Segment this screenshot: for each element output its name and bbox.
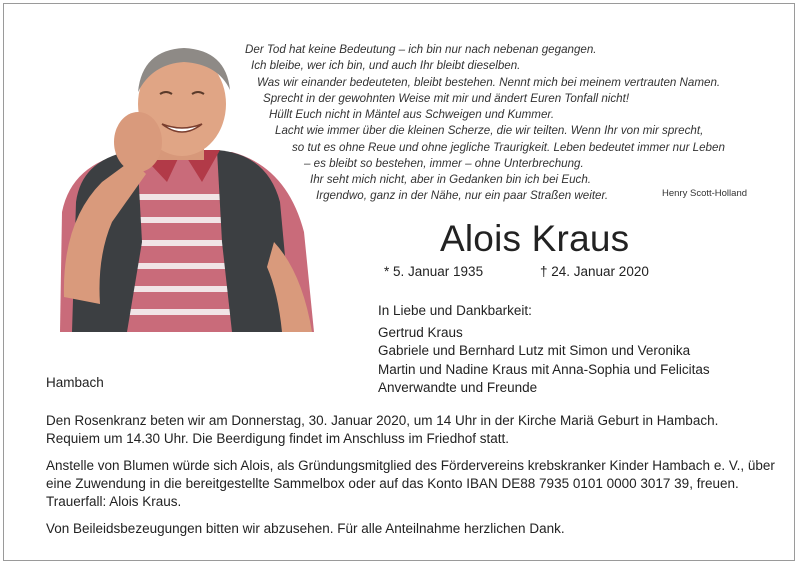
mourner-name: Martin und Nadine Kraus mit Anna-Sophia und Felicitas (378, 361, 710, 377)
death-date: † 24. Januar 2020 (540, 264, 649, 279)
mourner-name: Anverwandte und Freunde (378, 380, 538, 395)
mourners-list (378, 302, 710, 398)
poem-line: Ihr seht mich nicht, aber in Gedanken bin ich bei Euch. (310, 173, 591, 186)
place-name: Hambach (46, 375, 104, 390)
poem-author: Henry Scott-Holland (662, 188, 748, 199)
condolence-paragraph: Von Beileidsbezeugungen bitten wir abzusehen. Für alle Anteilnahme herzlichen Dank. (46, 521, 565, 536)
deceased-name: Alois Kraus (440, 218, 630, 259)
birth-date: * 5. Januar 1935 (384, 264, 484, 279)
mourner-name: Gertrud Kraus (378, 324, 463, 340)
poem-line: Irgendwo, ganz in der Nähe, nur ein paar Straßen weiter. (316, 189, 609, 202)
poem-line: Was wir einander bedeuteten, bleibt bestehen. Nennt mich bei meinem vertrauten Namen. (257, 76, 721, 89)
mourner-name: Gabriele und Bernhard Lutz mit Simon und Veronika (378, 343, 691, 358)
poem-line: Hüllt Euch nicht in Mäntel aus Schweigen und Kummer. (269, 108, 555, 121)
poem-line: Der Tod hat keine Bedeutung – ich bin nur nach nebenan gegangen. (245, 43, 597, 56)
mourners-intro: In Liebe und Dankbarkeit: (378, 303, 532, 318)
notice-text (46, 412, 776, 547)
poem-line: – es bleibt so bestehen, immer – ohne Unterbrechung. (304, 157, 584, 170)
poem-line: so tut es ohne Reue und ohne jegliche Traurigkeit. Leben bedeutet immer nur Leben (292, 141, 725, 154)
funeral-info-paragraph: Den Rosenkranz beten wir am Donnerstag, 30. Januar 2020, um 14 Uhr in der Kirche Mariä Geburt in Hambach. Requiem um 14.30 Uhr. Die Beerdigung findet im Anschluss im Friedhof statt. (46, 413, 719, 446)
poem-line: Ich bleibe, wer ich bin, und auch Ihr bleibt dieselben. (251, 59, 521, 72)
poem-line: Sprecht in der gewohnten Weise mit mir und ändert Euren Tonfall nicht! (263, 92, 630, 105)
donation-paragraph: Anstelle von Blumen würde sich Alois, als Gründungsmitglied des Fördervereins krebskranker Kinder Hambach e. V., über eine Zuwendung in die bereitgestellte Sammelbox oder auf das Konto IBAN DE88 7935 0101 0000 3017 39, freuen. Trauerfall: Alois Kraus. (46, 458, 775, 509)
poem-line: Lacht wie immer über die kleinen Scherze, die wir teilten. Wenn Ihr von mir sprecht, (275, 124, 704, 137)
